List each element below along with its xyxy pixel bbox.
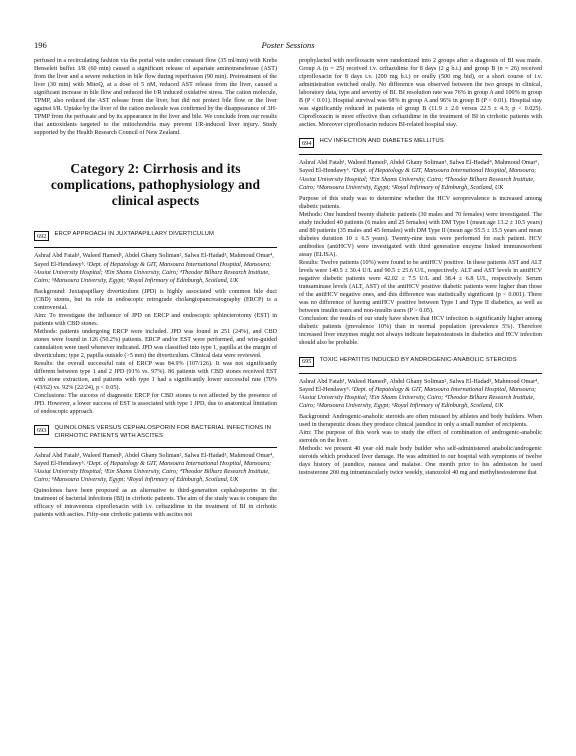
affiliations: ¹Dept. of Hepatology & GIT, Mansoura International Hospital, Mansoura; ²Assiut University Hospital; ³Ein Shams University, Cairo; ⁴Theodor Bilharz Research Institute, Cairo; ⁵Mansoura University, Egypt; ⁶Royal Infirmary of Edinburgh, Scotland, UK bbox=[34, 460, 272, 483]
affiliations: ¹Dept. of Hepatology & GIT, Mansoura International Hospital, Mansoura; ²Assiut University Hospital; ³Ein Shams University, Cairo; ⁴Theodor Bilharz Research Institute, Cairo; ⁵Mansoura University, Egypt; ⁶Royal Infirmary of Edinburgh, Scotland, UK bbox=[299, 386, 537, 409]
divider bbox=[299, 373, 542, 374]
divider bbox=[299, 154, 542, 155]
abstract-number: 693 bbox=[34, 425, 49, 435]
abstract-title: TOXIC HEPATITIS INDUCED BY ANDROGENIC-ANABOLIC STEROIDS bbox=[319, 356, 517, 363]
abstract-paragraph: Methods: One hundred twenty diabetic patients (30 males and 70 females) were investigated. The study included 40 patients (6 males and 25 females) with DM Type I (mean age 13.2 ± 10.5 years) and 80 patients (35 males and 45 females) with DM Type II (mean age 55.5 ± 15.5 years and mean diabetes duration 10 ± 6.5 years). Twenty-nine tests were performed for each patient. HCV antibodies (antiHCV) were investigated with third generation enzyme linked immunosorbent assay (ELISA). bbox=[299, 211, 542, 258]
category-heading: Category 2: Cirrhosis and its complications, pathophysiology and clinical aspects bbox=[50, 161, 261, 209]
abstract-paragraph: Conclusions: The success of diagnostic ERCP for CBD stones is not affected by the presence of JPD. However, a lower success of EST is associated with type 1 JPD, due to anatomical limitation of endoscopic approach. bbox=[34, 393, 277, 416]
abstract-paragraph: Methods: we present 40 year old male body builder who self-administered anabolic/androgenic steroids which produced liver damage. He was admitted to our hospital with symptoms of twelve days history of jaundice, nausea and malaise. One month prior to his admission he used testosterone 200 mg intramuscularly twice weekly, stanozolol 40 mg and methyltestosterone that bbox=[299, 445, 542, 477]
abstract-number: 694 bbox=[299, 138, 314, 148]
abstract-number: 695 bbox=[299, 357, 314, 367]
abstract-694 bbox=[299, 138, 542, 347]
abstract-paragraph: Background: Juxtapapillary diverticulum (JPD) is highly associated with common bile duct (CBD) stones, but its role in endoscopic retrograde cholangiopancreatography (ERCP) is a controversial. bbox=[34, 288, 277, 311]
abstract-title-row bbox=[299, 357, 542, 367]
divider bbox=[34, 247, 277, 248]
abstract-paragraph: Purpose of this study was to determine whether the HCV seroprevalence is increased among diabetic patients. bbox=[299, 195, 542, 210]
abstract-paragraph: Methods: patients undergoing ERCP were included. JPD was found in 251 (24%), and CBD stones were found in 126 (50.2%) patients. ERCP and/or EST were performed, and wire-guided cannulation were used whenever indicated. JPD was classified into type 1, papilla at the margin of diverticulum; type 2, papilla outside (>5 mm) the diverticulum. Clinical data were reviewed. bbox=[34, 328, 277, 360]
author-names: Ashraf Abd Fatah¹, Waleed Hamed¹, Abdel Ghany Soliman², Salwa El-Hadad³, Mahmoud Omar⁴, Sayed El-Hendawy⁵. bbox=[34, 452, 274, 467]
abstract-paragraph: Background: Androgenic-anabolic steroids are often misused by athletes and body builders. When used in therapeutic doses they produce clinical jaundice in only a small number of recipients. bbox=[299, 413, 542, 428]
continued-text: perfused in a recirculating fashion via the portal vein under constant flow (35 ml/min) with Krebs Henseleit buffer. I/R (60 min) caused a significant release of aspartate aminotransferase (AST) from the liver and a severe reduction in bile flow during reperfusion (90 min). Pretreatment of the liver (30 min) with MitoQ, at a dose of 5 nM, reduced AST release from the liver, caused a significant increase in bile flow and reduced the I/R induced oxidative stress. The cation molecule, TPMP, also reduced the AST release from the liver, but did not protect bile flow or the liver against I/R. Uptake by the liver of the cation molecule was confirmed by the disappearance of 3H-TPMP from the perfusate and by its appearance in the liver and bile. We conclude from our results that antioxidants targeted to the mitochondria may prevent I/R-induced liver injury. Study supported by the Health Research Council of New Zealand. bbox=[34, 58, 277, 137]
abstract-paragraph: Results: the overall successful rate of ERCP was 84.9% (107/126). It was not significantly different between type 1 and 2 JPD (91% vs. 97%). 86 patients with CBD stones received EST with stone extraction, and patients with type 1 had a significantly lower successful rate (70% (43/62) vs. 92% (22/24), p < 0.05). bbox=[34, 361, 277, 392]
right-column bbox=[299, 57, 542, 477]
abstract-paragraph: Conclusion: the results of our study have shown that HCV infection is significantly higher among diabetic patients (prevalence 10%) than in normal population (prevalence 5%). Therefore increased liver enzymes might not always indicate hepatosteatosis in diabetics and HCV infection should also be probable. bbox=[299, 316, 542, 347]
affiliations: ¹Dept. of Hepatology & GIT, Mansoura International Hospital, Mansoura; ²Assiut University Hospital; ³Ein Shams University, Cairo; ⁴Theodor Bilharz Research Institute, Cairo; ⁵Mansoura University, Egypt; ⁶Royal Infirmary of Edinburgh, Scotland, UK bbox=[34, 261, 272, 284]
abstract-692 bbox=[34, 231, 277, 416]
continued-text: prophylacted with norfloxacin were randomized into 2 groups after a diagnosis of BI was made. Group A (n = 25) received i.v. ceftazidime for 8 days (2 g b.i.) and group B (n = 26) received ciprofloxacin for 8 days i.v. (200 mg b.i.) or orally (500 mg bid), or a short course of i.v. administration switched orally. No difference was observed between the two groups in clinical, laboratory data, type and severity of BI. BI resolution rate was 76% in group A and 100% in group B (P < 0.01). Hospital survival was 68% in group A and 96% in group B (P < 0.01). Hospital stay was significantly reduced in patients of group B (11.9 ± 2.0 versus 22.5 ± 4.3; p < 0.025). Ciprofloxacin is more effective than ceftazidime in the treatment of BI in cirrhotic patients with ascites. Moreover ciprofloxacin reduces BI-related hospital stay. bbox=[299, 58, 542, 129]
divider bbox=[34, 447, 277, 448]
author-names: Ashraf Abd Fatah¹, Waleed Hamed², Abdel Ghany Soliman³, Salwa El-Hadad⁴, Mahmoud Omar⁵, Sayed El-Hendawy⁶. bbox=[299, 160, 540, 175]
abstract-title: HCV INFECTION AND DIABETES MELLITUS bbox=[319, 138, 444, 145]
abstract-paragraph: Quinolones have been proposed as an alternative to third-generation cephalosporins in the treatment of bacterial infections (BI) in cirrhotic patients. The aim of the study was to compare the efficacy of intravenous ciprofloxacin with i.v. ceftazidime in the treatment of BI in cirrhotic patients with ascites. Fifty-one cirrhotic patients with ascites not bbox=[34, 487, 277, 518]
abstract-title-row bbox=[34, 425, 277, 440]
abstract-title: QUINOLONES VERSUS CEPHALOSPORIN FOR BACTERIAL INFECTIONS IN CIRRHOTIC PATIENTS WITH ASCITES bbox=[54, 425, 271, 439]
abstract-paragraph: Aim: To investigate the influence of JPD on ERCP and endoscopic sphincterotomy (EST) in patients with CBD stones. bbox=[34, 312, 277, 327]
abstract-paragraph: Aim: The purpose of this work was to study the effect of combination of androgenic-anabolic steroids on the liver. bbox=[299, 429, 542, 444]
page-number: 196 bbox=[34, 40, 47, 50]
abstract-title: ERCP APPROACH IN JUXTAPAPILLARY DIVERTICULUM bbox=[54, 231, 215, 238]
running-title: Poster Sessions bbox=[261, 40, 315, 50]
abstract-693 bbox=[34, 425, 277, 519]
left-column bbox=[34, 57, 277, 519]
author-names: Ashraf Abd Fatah¹, Waleed Hamed¹, Abdel Ghany Soliman², Salwa El-Hadad³, Mahmoud Omar⁴, Sayed El-Hendawy⁵. bbox=[34, 253, 274, 268]
abstract-number: 692 bbox=[34, 231, 49, 241]
abstract-title-row bbox=[34, 231, 277, 241]
affiliations: ¹Dept. of Hepatology & GIT, Mansoura International Hospital, Mansoura; ²Assiut University Hospital; ³Ein Shams University, Cairo; ⁴Theodor Bilharz Research Institute, Cairo; ⁵Mansoura University, Egypt; ⁶Royal Infirmary of Edinburgh, Scotland, UK bbox=[299, 168, 537, 191]
author-block bbox=[299, 159, 542, 191]
abstract-paragraph: Results: Twelve patients (10%) were found to be antiHCV positive. In these patients AST and ALT levels were 140.5 ± 30.4 U/L and 90.5 ± 25.6 U/L, respectively. ALT and AST levels in antiHCV negative diabetic patients were 42.02 ± 7.5 U/L and 38.4 ± 6.8 U/L, respectively. Serum transaminase levels (ALT, AST) of the antiHCV positive diabetic patients were higher than those of the antiHCV negative ones, and this difference was statistically significant (p < 0.001). There was no difference of having antiHCV positive between Type I and Type II diabetics, as well as between insulin users and non-insulin users (P > 0.05). bbox=[299, 259, 542, 315]
abstract-695 bbox=[299, 357, 542, 478]
author-block bbox=[34, 452, 277, 484]
author-block bbox=[34, 252, 277, 284]
abstract-title-row bbox=[299, 138, 542, 148]
author-block bbox=[299, 378, 542, 410]
author-names: Ashraf Abd Fatah¹, Waleed Hamed¹, Abdel Ghany Soliman², Salwa El-Hadad³, Mahmoud Omar⁴, Sayed El-Hendawy⁵. bbox=[299, 378, 539, 393]
page-header bbox=[34, 40, 542, 52]
